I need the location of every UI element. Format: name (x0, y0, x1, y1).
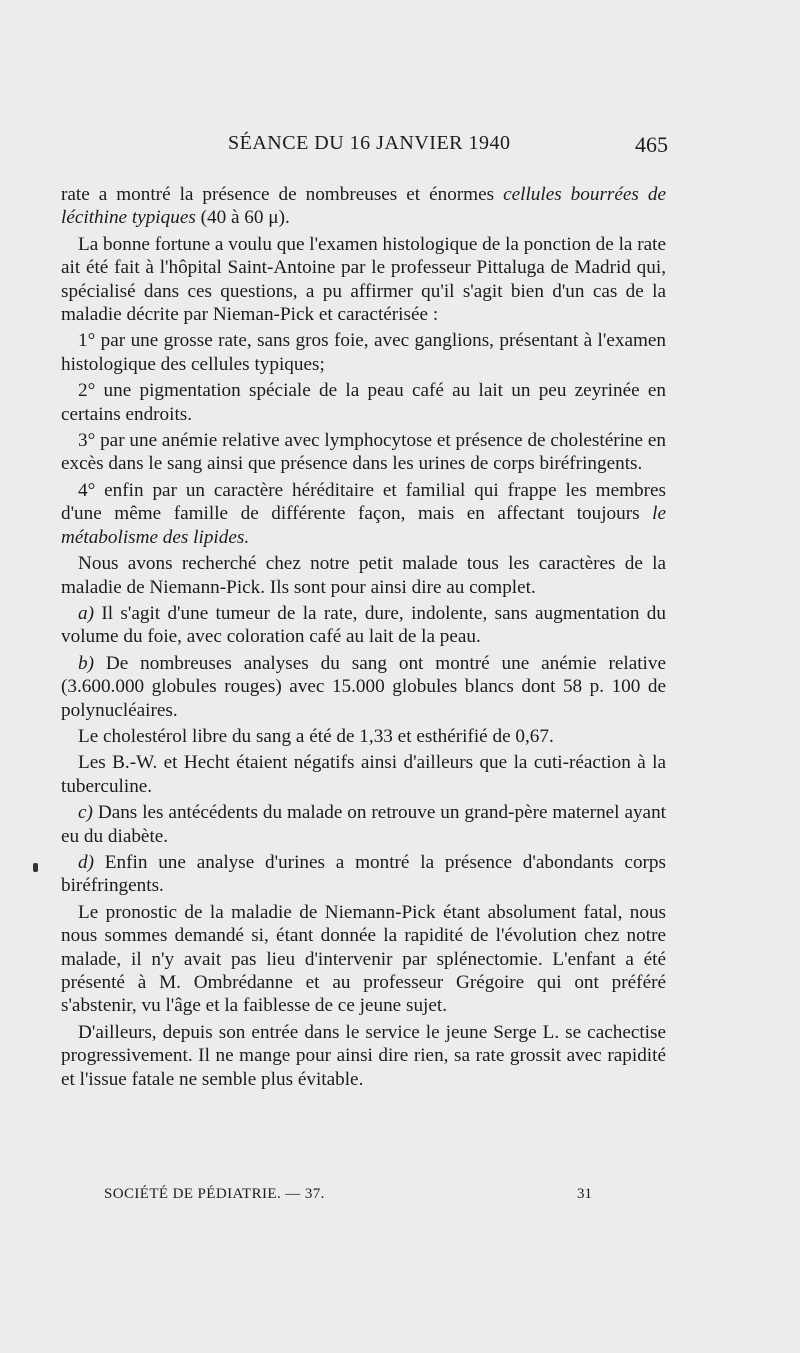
paragraph-text: La bonne fortune a voulu que l'examen histologique de la ponction de la rate ait été fait à l'hôpital Saint-Antoine par le professeur Pittaluga de Madrid qui, spécialisé dans ces questions, a pu affirmer qu'il s'agit bien d'un cas de la maladie décrite par Nieman-Pick et caractérisée : (61, 233, 666, 326)
paragraph (61, 233, 666, 327)
ink-mark (33, 863, 38, 872)
paragraph (61, 379, 666, 426)
italic-phrase: le métabolisme des lipides. (61, 503, 666, 548)
item-label: d) (78, 851, 94, 873)
paragraph (61, 751, 666, 798)
signature-mark: SOCIÉTÉ DE PÉDIATRIE. — 37. (104, 1186, 325, 1202)
paragraph (61, 429, 666, 476)
paragraph-text: 4° enfin par un caractère héréditaire et familial qui frappe les membres d'une même famille de différente façon, mais en affectant toujours (61, 479, 666, 525)
page-footer (104, 1186, 604, 1208)
paragraph (61, 652, 666, 722)
paragraph (61, 329, 666, 376)
paragraph (61, 602, 666, 649)
paragraph-text: Nous avons recherché chez notre petit malade tous les caractères de la maladie de Niemann-Pick. Ils sont pour ainsi dire au complet. (61, 553, 666, 598)
paragraph-text: Le cholestérol libre du sang a été de 1,33 et esthérifié de 0,67. (78, 725, 554, 747)
item-label: c) (78, 802, 93, 824)
item-label: b) (78, 652, 94, 674)
paragraph-text: De nombreuses analyses du sang ont montré une anémie relative (3.600.000 globules rouges) avec 15.000 globules blancs dont 58 p. 100 de polynucléaires. (61, 652, 666, 721)
paragraph (61, 552, 666, 599)
paragraph (61, 183, 666, 230)
paragraph (61, 851, 666, 898)
item-label: a) (78, 602, 94, 624)
paragraph-text: Enfin une analyse d'urines a montré la présence d'abondants corps biréfringents. (61, 851, 666, 897)
paragraph (61, 1021, 666, 1091)
paragraph-text: 1° par une grosse rate, sans gros foie, avec ganglions, présentant à l'examen histologique des cellules typiques; (61, 330, 666, 375)
paragraph-text: Il s'agit d'une tumeur de la rate, dure, indolente, sans augmentation du volume du foie, avec coloration café au lait de la peau. (61, 602, 666, 648)
page-number: 465 (635, 132, 668, 157)
body-text (61, 183, 666, 1091)
paragraph (61, 479, 666, 549)
paragraph (61, 801, 666, 848)
italic-phrase: cellules bourrées de lécithine typiques (61, 184, 666, 229)
running-header (228, 132, 668, 162)
paragraph-text: Les B.-W. et Hecht étaient négatifs ainsi d'ailleurs que la cuti-réaction à la tuberculine. (61, 752, 666, 797)
paragraph (61, 725, 666, 748)
running-title: SÉANCE DU 16 JANVIER 1940 (228, 132, 511, 154)
paragraph-text: Le pronostic de la maladie de Niemann-Pick étant absolument fatal, nous nous sommes demandé si, étant donnée la rapidité de l'évolution chez notre malade, il n'y avait pas lieu d'intervenir par splénectomie. L'enfant a été présenté à M. Ombrédanne et au professeur Grégoire qui ont préféré s'abstenir, vu l'âge et la faiblesse de ce jeune sujet. (61, 901, 666, 1017)
sheet-number: 31 (577, 1186, 592, 1202)
paragraph-text: 2° une pigmentation spéciale de la peau café au lait un peu zeyrinée en certains endroits. (61, 380, 666, 425)
paragraph-text: D'ailleurs, depuis son entrée dans le service le jeune Serge L. se cachectise progressivement. Il ne mange pour ainsi dire rien, sa rate grossit avec rapidité et l'issue fatale ne semble plus évitable. (61, 1021, 666, 1090)
paragraph (61, 901, 666, 1018)
paragraph-text: 3° par une anémie relative avec lymphocytose et présence de cholestérine en excès dans le sang ainsi que présence dans les urines de corps biréfringents. (61, 430, 666, 475)
paragraph-text: Dans les antécédents du malade on retrouve un grand-père maternel ayant eu du diabète. (61, 802, 666, 847)
paragraph-text: rate a montré la présence de nombreuses et énormes (61, 184, 504, 205)
paragraph-text-after: (40 à 60 μ). (195, 207, 290, 229)
